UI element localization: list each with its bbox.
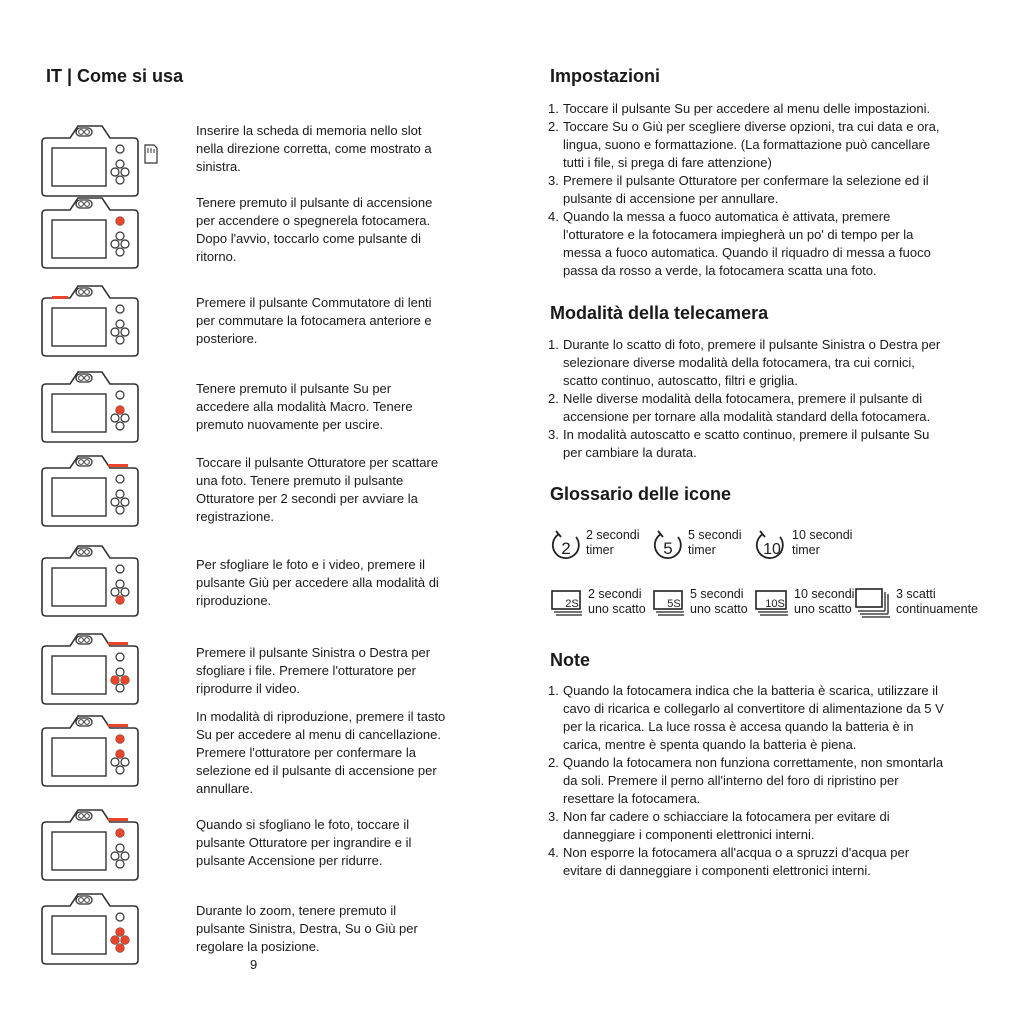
step-text: Durante lo zoom, tenere premuto il pulsante Sinistra, Destra, Su o Giù per regolare la posizione.	[196, 903, 418, 954]
settings-list	[548, 100, 948, 280]
step-text: Tenere premuto il pulsante Su per accedere alla modalità Macro. Tenere premuto nuovamente per uscire.	[196, 381, 413, 432]
single-shot-2s-icon	[550, 587, 584, 617]
camera-power-button-icon	[40, 188, 140, 270]
camera-up-button-icon	[40, 362, 140, 444]
svg-text:10: 10	[763, 541, 781, 558]
svg-text:5: 5	[663, 539, 673, 558]
camera-mode-heading: Modalità della telecamera	[550, 303, 769, 323]
glossary-item: 3 scatti continuamente	[854, 587, 978, 619]
list-item: 3. Premere il pulsante Otturatore per confermare la selezione ed il pulsante di accensione per annullare.	[548, 173, 929, 206]
list-item: 2. Toccare Su o Giù per scegliere diverse opzioni, tra cui data e ora, lingua, suono e formattazione. (La formattazione può cancellare tutti i file, si prega di fare attenzione)	[548, 119, 940, 170]
step-text: Inserire la scheda di memoria nello slot nella direzione corretta, come mostrato a sinistra.	[196, 123, 432, 174]
timer-2-icon	[550, 528, 582, 560]
single-shot-10s-icon	[754, 587, 790, 617]
glossary-heading: Glossario delle icone	[550, 484, 732, 504]
notes-heading: Note	[550, 650, 590, 670]
step-text: Toccare il pulsante Otturatore per scattare una foto. Tenere premuto il pulsante Otturatore per 2 secondi per avviare la registrazione.	[196, 455, 439, 524]
page-number: 9	[250, 957, 258, 972]
camera-delete-menu-icon	[40, 706, 140, 788]
notes-list	[548, 682, 948, 880]
camera-lens-switch-icon	[40, 276, 140, 358]
step-text: Tenere premuto il pulsante di accensione per accendere o spegnerela fotocamera. Dopo l'avvio, toccarlo come pulsante di ritorno.	[196, 195, 433, 264]
svg-text:2S: 2S	[565, 598, 579, 610]
svg-text:5S: 5S	[667, 598, 681, 610]
camera-mode-list	[548, 336, 948, 462]
glossary-item: 2 2 secondi timer	[550, 528, 640, 560]
step-text: Premere il pulsante Sinistra o Destra per sfogliare i file. Premere l'otturatore per riprodurre il video.	[196, 645, 431, 696]
step-text: Per sfogliare le foto e i video, premere il pulsante Giù per accedere alla modalità di riproduzione.	[196, 557, 439, 608]
settings-heading: Impostazioni	[550, 66, 661, 86]
step-text: Quando si sfogliano le foto, toccare il pulsante Otturatore per ingrandire e il pulsante Accensione per ridurre.	[196, 817, 412, 868]
camera-pan-icon	[40, 884, 140, 966]
list-item: 4. Non esporre la fotocamera all'acqua o a spruzzi d'acqua per evitare di danneggiare i componenti elettronici interni.	[548, 845, 910, 878]
camera-sd-card-icon	[40, 116, 140, 198]
list-item: 3. In modalità autoscatto e scatto continuo, premere il pulsante Su per cambiare la durata.	[548, 427, 930, 460]
timer-5-icon	[652, 528, 684, 560]
burst-3-icon	[854, 587, 892, 619]
list-item: 2. Nelle diverse modalità della fotocamera, premere il pulsante di accensione per tornare alla modalità standard della fotocamera.	[548, 391, 931, 424]
svg-text:2: 2	[561, 539, 571, 558]
camera-down-button-icon	[40, 536, 140, 618]
timer-10-icon	[754, 528, 788, 560]
list-item: 1. Quando la fotocamera indica che la batteria è scarica, utilizzare il cavo di ricarica e collegarlo al convertitore di alimentazione da 5 V per la ricarica. La luce rossa è accesa quando la batteria è in carica, mentre è spenta quando la batteria è piena.	[548, 683, 944, 752]
list-item: 1. Durante lo scatto di foto, premere il pulsante Sinistra o Destra per selezionare diverse modalità della fotocamera, tra cui cornici, scatto continuo, autoscatto, filtri e griglia.	[548, 337, 941, 388]
memory-card-icon	[144, 144, 158, 164]
camera-shutter-button-icon	[40, 446, 140, 528]
camera-zoom-icon	[40, 800, 140, 882]
list-item: 2. Quando la fotocamera non funziona correttamente, non smontarla da soli. Premere il perno all'interno del foro di ripristino per resettare la fotocamera.	[548, 755, 944, 806]
step-text: In modalità di riproduzione, premere il tasto Su per accedere al menu di cancellazione. Premere l'otturatore per confermare la selezione ed il pulsante di accensione per annullare.	[196, 709, 446, 796]
list-item: 4. Quando la messa a fuoco automatica è attivata, premere l'otturatore e la fotocamera impiegherà un po' di tempo per la messa a fuoco automatica. Quando il riquadro di messa a fuoco passa da rosso a verde, la fotocamera scatta una foto.	[548, 209, 931, 278]
camera-left-right-buttons-icon	[40, 624, 140, 706]
glossary-item: 10S 10 secondi uno scatto	[754, 587, 854, 617]
glossary-item: 2S 2 secondi uno scatto	[550, 587, 646, 617]
svg-text:10S: 10S	[765, 598, 785, 610]
glossary-item: 10 10 secondi timer	[754, 528, 852, 560]
glossary-item: 5 5 secondi timer	[652, 528, 742, 560]
glossary-item: 5S 5 secondi uno scatto	[652, 587, 748, 617]
list-item: 3. Non far cadere o schiacciare la fotocamera per evitare di danneggiare i componenti elettronici interni.	[548, 809, 890, 842]
page-title: IT | Come si usa	[46, 66, 184, 86]
step-text: Premere il pulsante Commutatore di lenti per commutare la fotocamera anteriore e posteriore.	[196, 295, 432, 346]
list-item: 1. Toccare il pulsante Su per accedere al menu delle impostazioni.	[548, 101, 931, 116]
single-shot-5s-icon	[652, 587, 686, 617]
